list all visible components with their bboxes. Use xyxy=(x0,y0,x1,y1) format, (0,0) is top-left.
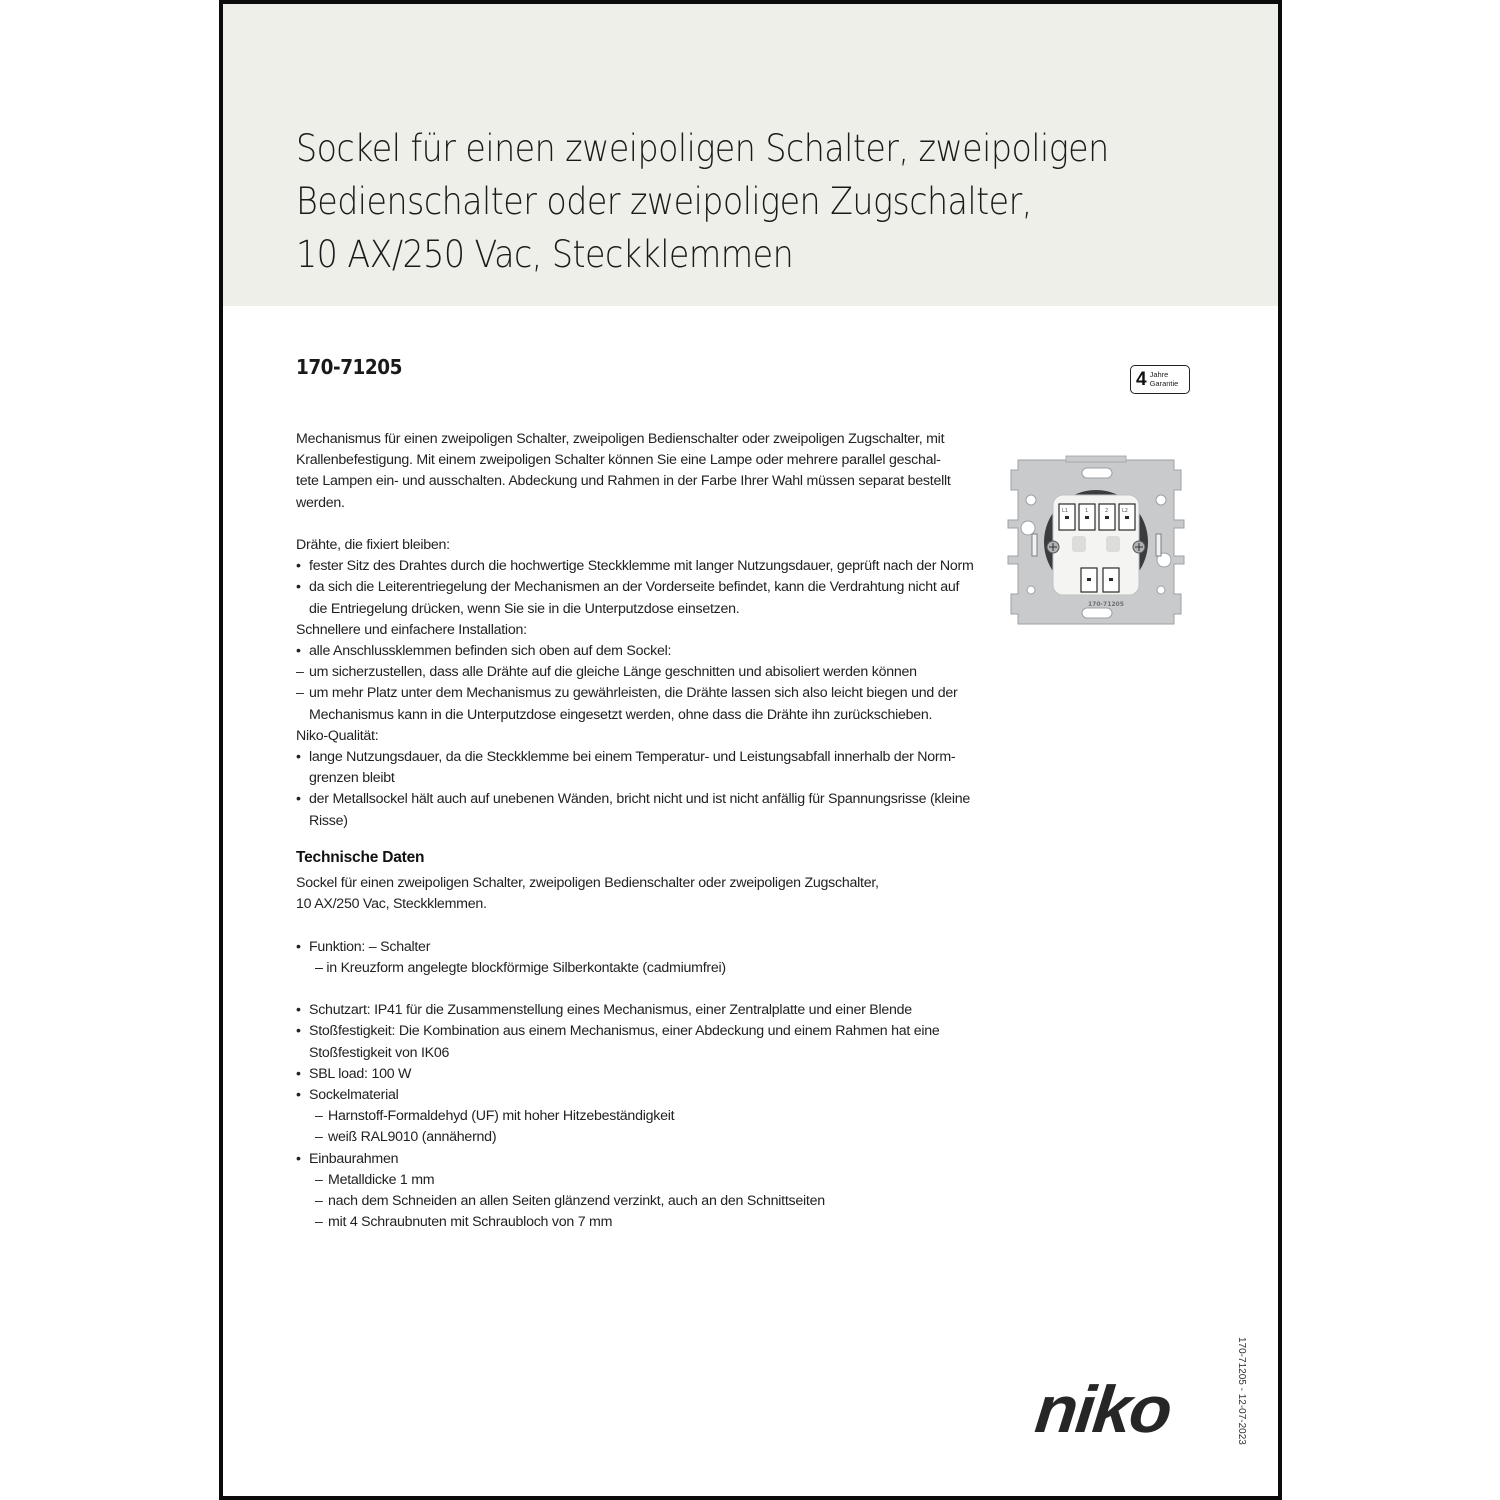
install-bullet: • alle Anschlussklemmen befinden sich oben auf dem Sockel: xyxy=(296,641,976,662)
function-item: • Funktion: – Schalter xyxy=(296,937,976,958)
base-material-item: • Sockelmaterial xyxy=(296,1085,976,1106)
mounting-frame-sub: – nach dem Schneiden an allen Seiten glänzend verzinkt, auch an den Schnittseiten xyxy=(296,1191,976,1212)
svg-text:1: 1 xyxy=(1085,508,1089,514)
technical-summary: 10 AX/250 Vac, Steckklemmen. xyxy=(296,896,487,913)
mounting-frame-sub: – Metalldicke 1 mm xyxy=(296,1170,976,1191)
page-title xyxy=(296,122,1133,281)
product-image xyxy=(1006,450,1186,634)
warranty-years: 4 xyxy=(1136,369,1147,390)
svg-text:L2: L2 xyxy=(1122,508,1128,514)
intro-line: werden. xyxy=(296,494,345,511)
svg-text:2: 2 xyxy=(1105,508,1109,514)
svg-text:170-71205: 170-71205 xyxy=(1088,601,1124,608)
wires-heading: Drähte, die fixiert bleiben: xyxy=(296,537,450,553)
intro-line: tete Lampen ein- und ausschalten. Abdeckung und Rahmen in der Farbe Ihrer Wahl müssen separat bestellt xyxy=(296,473,951,490)
quality-bullet: • lange Nutzungsdauer, da die Steckklemme bei einem Temperatur- und Leistungsabfall innerhalb der Norm-grenzen bleibt xyxy=(296,747,976,789)
quality-bullet: • der Metallsockel hält auch auf unebenen Wänden, bricht nicht und ist nicht anfällig für Spannungsrisse (kleine Risse) xyxy=(296,789,976,831)
title-line-3: 10 AX/250 Vac, Steckklemmen xyxy=(296,233,794,276)
wires-bullet: • da sich die Leiterentriegelung der Mechanismen an der Vorderseite befindet, kann die Verdrahtung nicht auf die Entriegelung drücken, wenn Sie sie in die Unterputzdose einsetzen. xyxy=(296,577,976,619)
warranty-text xyxy=(1150,371,1179,388)
technical-heading: Technische Daten xyxy=(296,848,425,866)
description-body xyxy=(296,429,976,1233)
document-reference: 170-71205 - 12-07-2023 xyxy=(1236,1337,1247,1445)
protection-item: • Schutzart: IP41 für die Zusammenstellung eines Mechanismus, einer Zentralplatte und einer Blende xyxy=(296,1000,976,1021)
impact-item: • Stoßfestigkeit: Die Kombination aus einem Mechanismus, einer Abdeckung und einem Rahmen hat eine Stoßfestigkeit von IK06 xyxy=(296,1021,976,1063)
function-sub-item xyxy=(296,958,976,979)
warranty-line-1: Jahre xyxy=(1149,370,1169,379)
intro-line: Mechanismus für einen zweipoligen Schalter, zweipoligen Bedienschalter oder zweipoligen Zugschalter, mit xyxy=(296,431,945,447)
base-material-sub: – Harnstoff-Formaldehyd (UF) mit hoher Hitzebeständigkeit xyxy=(296,1106,976,1127)
title-line-1: Sockel für einen zweipoligen Schalter, zweipoligen xyxy=(296,127,1109,170)
wires-bullet: • fester Sitz des Drahtes durch die hochwertige Steckklemme mit langer Nutzungsdauer, geprüft nach der Norm xyxy=(296,556,976,577)
header-band xyxy=(223,4,1278,306)
mounting-frame-sub: – mit 4 Schraubnuten mit Schraubloch von 7 mm xyxy=(296,1212,976,1233)
article-number: 170-71205 xyxy=(296,355,402,379)
install-heading: Schnellere und einfachere Installation: xyxy=(296,621,527,638)
warranty-line-2: Garantie xyxy=(1149,378,1179,388)
intro-line: Krallenbefestigung. Mit einem zweipoligen Schalter können Sie eine Lampe oder mehrere parallel geschal- xyxy=(296,452,941,469)
install-dash: – um mehr Platz unter dem Mechanismus zu gewährleisten, die Drähte lassen sich also leicht biegen und der Mechanismus kann in die Unterputzdose eingesetzt werden, ohne dass die Drähte ihn zurückschieben. xyxy=(296,683,976,725)
function-sub-text: – in Kreuzform angelegte blockförmige Silberkontakte (cadmiumfrei) xyxy=(315,959,726,976)
quality-heading: Niko-Qualität: xyxy=(296,727,379,744)
title-line-2: Bedienschalter oder zweipoligen Zugschalter, xyxy=(296,180,1032,223)
sbl-load-item: • SBL load: 100 W xyxy=(296,1064,976,1085)
technical-summary: Sockel für einen zweipoligen Schalter, zweipoligen Bedienschalter oder zweipoligen Zugschalter, xyxy=(296,875,879,892)
mounting-frame-item: • Einbaurahmen xyxy=(296,1149,976,1170)
datasheet-page xyxy=(219,0,1282,1500)
niko-logo: niko xyxy=(1031,1372,1174,1446)
svg-text:L1: L1 xyxy=(1062,508,1068,514)
install-dash: – um sicherzustellen, dass alle Drähte auf die gleiche Länge geschnitten und abisoliert werden können xyxy=(296,662,976,683)
base-material-sub: – weiß RAL9010 (annähernd) xyxy=(296,1127,976,1148)
warranty-badge xyxy=(1130,365,1190,394)
